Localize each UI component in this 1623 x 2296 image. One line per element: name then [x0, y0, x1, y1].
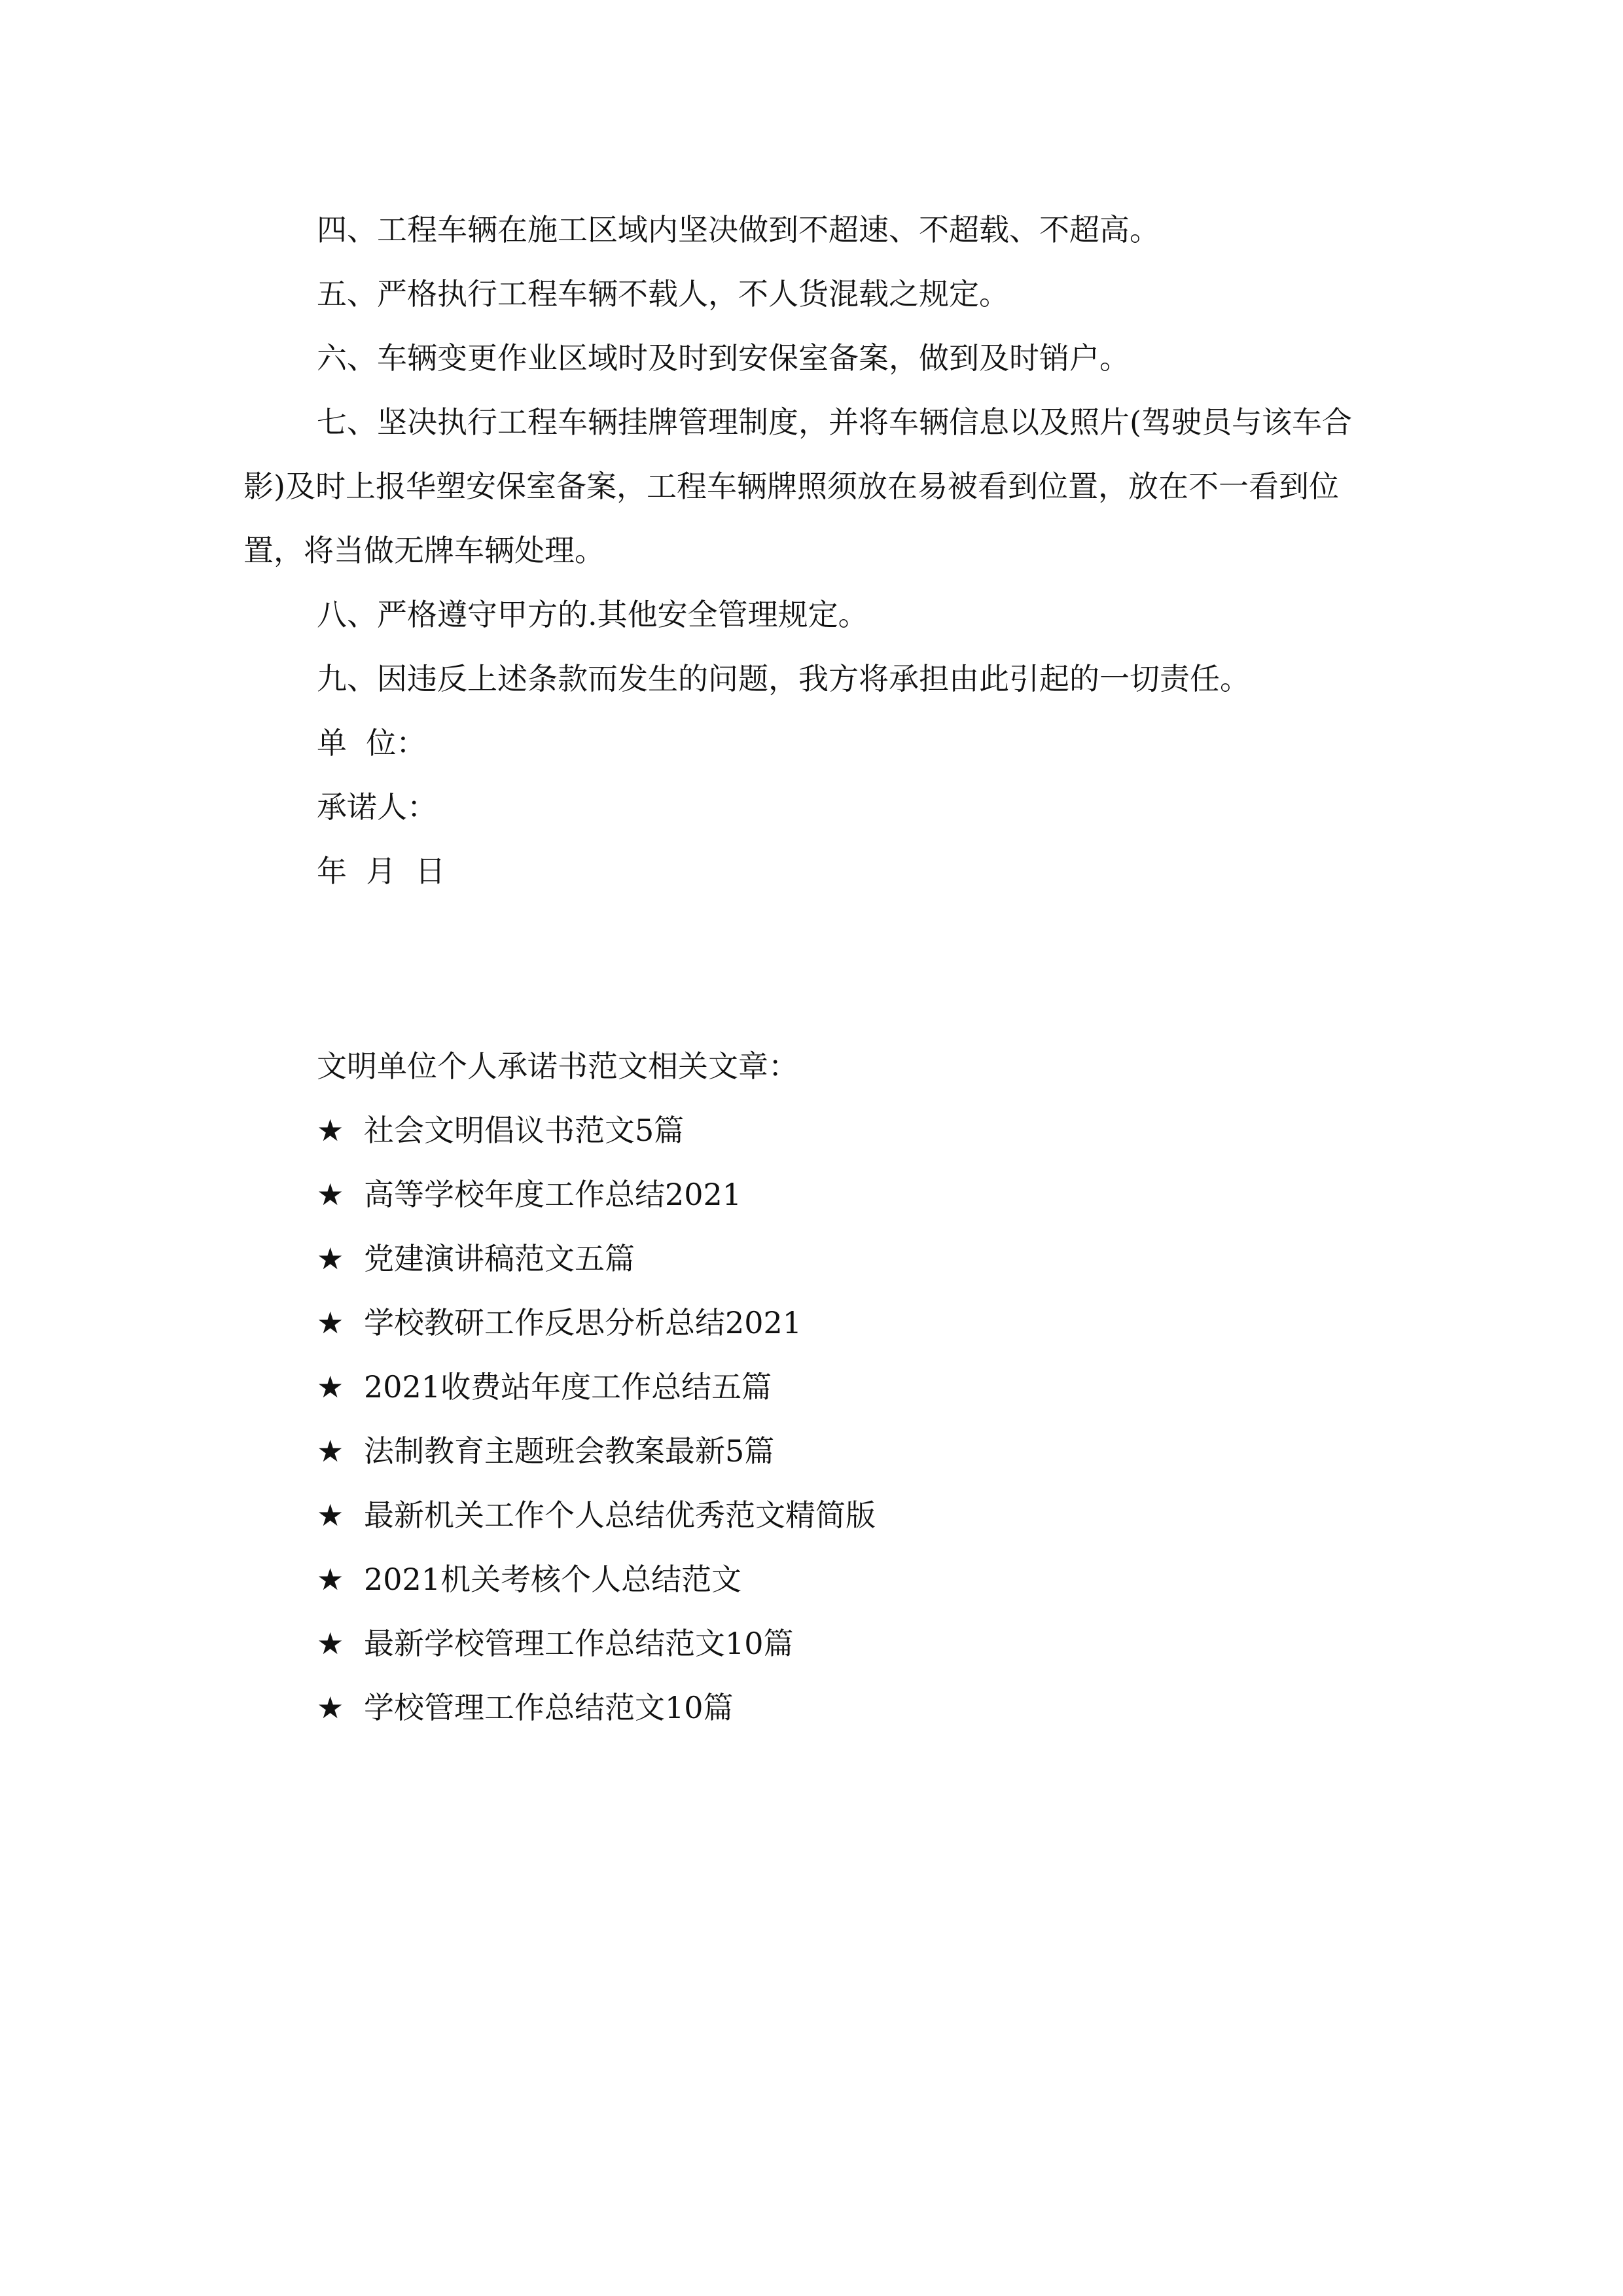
- clause-9: 九、因违反上述条款而发生的问题，我方将承担由此引起的一切责任。: [317, 661, 1250, 696]
- clause-8: 八、严格遵守甲方的.其他安全管理规定。: [317, 597, 868, 632]
- clause-6: 六、车辆变更作业区域时及时到安保室备案，做到及时销户。: [317, 340, 1130, 376]
- related-article-item[interactable]: [317, 1162, 1364, 1227]
- related-article-item[interactable]: [317, 1611, 1364, 1676]
- related-article-link[interactable]: 学校管理工作总结范文10篇: [364, 1690, 734, 1725]
- related-article-link[interactable]: 2021机关考核个人总结范文: [364, 1562, 742, 1597]
- related-article-link[interactable]: 社会文明倡议书范文5篇: [364, 1113, 685, 1148]
- unit-label: 单 位：: [317, 725, 427, 761]
- star-icon: ★: [317, 1241, 344, 1276]
- related-article-link[interactable]: 法制教育主题班会教案最新5篇: [364, 1433, 775, 1469]
- related-article-link[interactable]: 最新机关工作个人总结优秀范文精简版: [364, 1498, 876, 1533]
- star-icon: ★: [317, 1433, 344, 1469]
- clause-4: 四、工程车辆在施工区域内坚决做到不超速、不超载、不超高。: [317, 212, 1160, 247]
- related-article-item[interactable]: [317, 1291, 1364, 1355]
- star-icon: ★: [317, 1626, 344, 1661]
- related-article-item[interactable]: [317, 1547, 1364, 1611]
- related-article-link[interactable]: 2021收费站年度工作总结五篇: [364, 1369, 772, 1405]
- star-icon: ★: [317, 1177, 344, 1212]
- star-icon: ★: [317, 1305, 344, 1340]
- date-label: 年 月 日: [317, 853, 446, 889]
- related-article-item[interactable]: [317, 1227, 1364, 1291]
- related-article-item[interactable]: [317, 1419, 1364, 1483]
- star-icon: ★: [317, 1113, 344, 1148]
- related-articles-list: [317, 1098, 1364, 1740]
- related-article-item[interactable]: [317, 1676, 1364, 1740]
- related-articles-title: 文明单位个人承诺书范文相关文章：: [317, 1049, 798, 1084]
- clause-5: 五、严格执行工程车辆不载人，不人货混载之规定。: [317, 276, 1009, 312]
- related-article-item[interactable]: [317, 1483, 1364, 1547]
- related-articles: [317, 1034, 1364, 1740]
- clause-7: 七、坚决执行工程车辆挂牌管理制度，并将车辆信息以及照片(驾驶员与该车合影)及时上报华塑安保室备案，工程车辆牌照须放在易被看到位置，放在不一看到位置，将当做无牌车辆处理。: [243, 404, 1352, 568]
- star-icon: ★: [317, 1369, 344, 1405]
- related-article-link[interactable]: 最新学校管理工作总结范文10篇: [364, 1626, 794, 1661]
- commitment-body: [243, 198, 1382, 903]
- star-icon: ★: [317, 1690, 344, 1725]
- related-article-link[interactable]: 高等学校年度工作总结2021: [364, 1177, 742, 1212]
- related-article-item[interactable]: [317, 1355, 1364, 1419]
- promisor-label: 承诺人：: [317, 789, 437, 825]
- related-article-item[interactable]: [317, 1098, 1364, 1162]
- star-icon: ★: [317, 1498, 344, 1533]
- related-article-link[interactable]: 党建演讲稿范文五篇: [364, 1241, 635, 1276]
- related-article-link[interactable]: 学校教研工作反思分析总结2021: [364, 1305, 802, 1340]
- star-icon: ★: [317, 1562, 344, 1597]
